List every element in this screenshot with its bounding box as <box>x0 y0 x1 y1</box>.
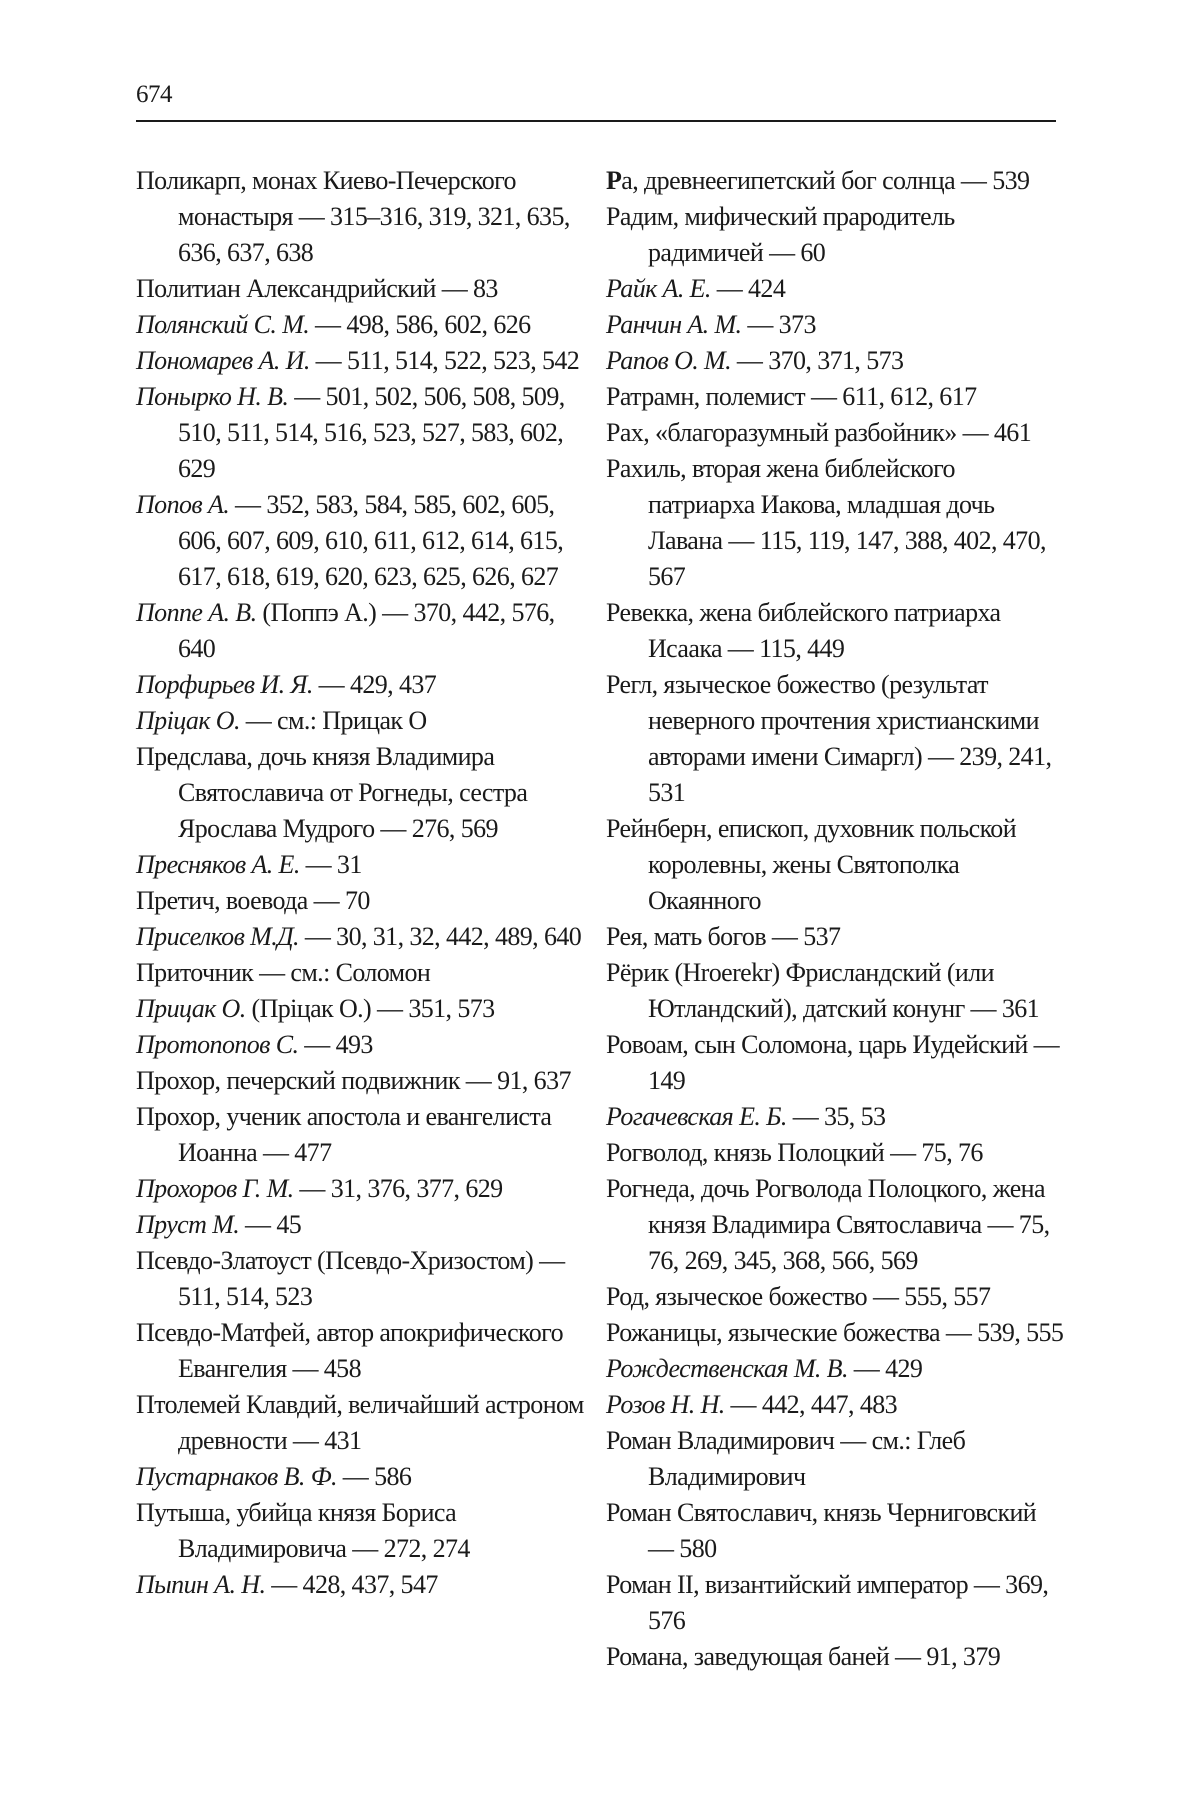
entry-text: Рейнберн, епископ, духовник польской королевны, жены Святополка Окаянного <box>606 814 1017 915</box>
index-entry <box>606 1315 1064 1351</box>
entry-author-name: Полянский С. М. <box>136 310 310 339</box>
entry-text: — 45 <box>239 1210 302 1239</box>
index-entry <box>136 919 594 955</box>
index-entry <box>606 1279 1064 1315</box>
entry-text: Роман II, византийский император — 369, 576 <box>606 1570 1049 1635</box>
entry-text: (Пріцак О.) — 351, 573 <box>245 994 495 1023</box>
index-entry <box>136 847 594 883</box>
entry-author-name: Рапов О. М. <box>606 346 732 375</box>
index-entry <box>606 1351 1064 1387</box>
index-entry <box>606 955 1064 1027</box>
index-entry <box>606 1423 1064 1495</box>
entry-text: Романа, заведующая баней — 91, 379 <box>606 1642 1001 1671</box>
entry-author-name: Порфирьев И. Я. <box>136 670 313 699</box>
entry-text: (Поппэ А.) — 370, 442, 576, 640 <box>178 598 555 663</box>
index-entry <box>136 1027 594 1063</box>
entry-text: — 586 <box>336 1462 412 1491</box>
index-entry <box>136 595 594 667</box>
index-entry <box>136 1495 594 1567</box>
index-entry <box>136 487 594 595</box>
entry-text: Род, языческое божество — 555, 557 <box>606 1282 991 1311</box>
entry-text: Регл, языческое божество (результат неверного прочтения христианскими авторами имени Симаргл) — 239, 241, 531 <box>606 670 1052 807</box>
index-entry <box>606 1171 1064 1279</box>
entry-initial: Р <box>606 166 622 195</box>
entry-text: — 35, 53 <box>786 1102 886 1131</box>
index-entry <box>606 595 1064 667</box>
entry-text: — 429 <box>847 1354 923 1383</box>
entry-text: — 501, 502, 506, 508, 509, 510, 511, 514, 516, 523, 527, 583, 602, 629 <box>178 382 565 483</box>
index-entry <box>136 343 594 379</box>
entry-text: Рогволод, князь Полоцкий — 75, 76 <box>606 1138 983 1167</box>
entry-author-name: Попов А. <box>136 490 230 519</box>
index-entry <box>606 271 1064 307</box>
entry-text: — 429, 437 <box>312 670 437 699</box>
index-entry <box>136 955 594 991</box>
entry-author-name: Приселков М.Д. <box>136 922 299 951</box>
entry-author-name: Райк А. Е. <box>606 274 711 303</box>
entry-text: Путыша, убийца князя Бориса Владимировича — 272, 274 <box>136 1498 470 1563</box>
index-entry <box>606 1495 1064 1567</box>
entry-text: Псевдо-Златоуст (Псевдо-Хризостом) — 511, 514, 523 <box>136 1246 565 1311</box>
index-column-right <box>606 163 1064 1675</box>
entry-text: — см.: Прицак О <box>239 706 427 735</box>
entry-text: — 370, 371, 573 <box>731 346 904 375</box>
entry-author-name: Рогачевская Е. Б. <box>606 1102 787 1131</box>
entry-author-name: Пономарев А. И. <box>136 346 310 375</box>
index-entry <box>136 307 594 343</box>
index-entry <box>606 343 1064 379</box>
index-entry <box>136 1243 594 1315</box>
index-entry <box>136 883 594 919</box>
entry-author-name: Пустарнаков В. Ф. <box>136 1462 337 1491</box>
entry-text: — 31, 376, 377, 629 <box>293 1174 503 1203</box>
index-entry <box>606 667 1064 811</box>
entry-text: — 373 <box>741 310 816 339</box>
index-entry <box>606 379 1064 415</box>
index-entry <box>606 1135 1064 1171</box>
index-entry <box>136 1207 594 1243</box>
index-entry <box>136 1315 594 1387</box>
entry-author-name: Пруст М. <box>136 1210 240 1239</box>
entry-text: Предслава, дочь князя Владимира Святославича от Рогнеды, сестра Ярослава Мудрого — 276, 569 <box>136 742 528 843</box>
index-entry <box>136 703 594 739</box>
entry-text: — 424 <box>710 274 786 303</box>
index-entry <box>606 811 1064 919</box>
entry-text: Птолемей Клавдий, величайший астроном древности — 431 <box>136 1390 584 1455</box>
entry-author-name: Протопопов С. <box>136 1030 299 1059</box>
entry-text: Поликарп, монах Киево-Печерского монастыря — 315–316, 319, 321, 635, 636, 637, 638 <box>136 166 570 267</box>
entry-text: — 442, 447, 483 <box>724 1390 898 1419</box>
index-entry <box>136 379 594 487</box>
index-entry <box>136 991 594 1027</box>
entry-text: — 31 <box>299 850 362 879</box>
entry-text: — 428, 437, 547 <box>265 1570 438 1599</box>
index-entry <box>606 451 1064 595</box>
index-entry <box>136 1567 594 1603</box>
index-entry <box>136 163 594 271</box>
entry-text: а, древнеегипетский бог солнца — 539 <box>621 166 1030 195</box>
entry-text: Прохор, печерский подвижник — 91, 637 <box>136 1066 571 1095</box>
header-rule <box>136 120 1056 122</box>
index-entry <box>136 667 594 703</box>
entry-author-name: Поппе А. В. <box>136 598 257 627</box>
entry-text: — 493 <box>298 1030 373 1059</box>
entry-text: Политиан Александрийский — 83 <box>136 274 498 303</box>
index-entry <box>606 1639 1064 1675</box>
entry-author-name: Понырко Н. В. <box>136 382 289 411</box>
index-entry <box>136 1171 594 1207</box>
index-entry <box>606 199 1064 271</box>
entry-text: Радим, мифический прародитель радимичей — 60 <box>606 202 955 267</box>
entry-text: Псевдо-Матфей, автор апокрифического Евангелия — 458 <box>136 1318 563 1383</box>
index-entry <box>606 919 1064 955</box>
entry-text: Ратрамн, полемист — 611, 612, 617 <box>606 382 977 411</box>
entry-text: Рея, мать богов — 537 <box>606 922 841 951</box>
index-entry <box>136 271 594 307</box>
index-entry <box>136 1459 594 1495</box>
entry-text: Рёрик (Hroerekr) Фрисландский (или Ютландский), датский конунг — 361 <box>606 958 1040 1023</box>
index-entry <box>606 1567 1064 1639</box>
entry-text: — 511, 514, 522, 523, 542 <box>309 346 580 375</box>
entry-text: — 352, 583, 584, 585, 602, 605, 606, 607, 609, 610, 611, 612, 614, 615, 617, 618, 619, 620, 623, 625, 626, 627 <box>178 490 564 591</box>
entry-text: Роман Владимирович — см.: Глеб Владимирович <box>606 1426 966 1491</box>
entry-author-name: Пресняков А. Е. <box>136 850 300 879</box>
index-entry <box>606 1387 1064 1423</box>
entry-text: — 498, 586, 602, 626 <box>309 310 531 339</box>
entry-text: Ровоам, сын Соломона, царь Иудейский — 149 <box>606 1030 1060 1095</box>
index-entry <box>606 163 1064 199</box>
index-entry <box>606 415 1064 451</box>
entry-text: Рахиль, вторая жена библейского патриарха Иакова, младшая дочь Лавана — 115, 119, 147, 388, 402, 470, 567 <box>606 454 1046 591</box>
index-entry <box>136 1063 594 1099</box>
entry-author-name: Прицак О. <box>136 994 246 1023</box>
entry-text: Рожаницы, языческие божества — 539, 555 <box>606 1318 1064 1347</box>
index-entry <box>136 739 594 847</box>
entry-author-name: Рождественская М. В. <box>606 1354 848 1383</box>
entry-text: Прохор, ученик апостола и евангелиста Иоанна — 477 <box>136 1102 552 1167</box>
entry-author-name: Ранчин А. М. <box>606 310 742 339</box>
index-entry <box>606 307 1064 343</box>
entry-text: Приточник — см.: Соломон <box>136 958 431 987</box>
index-entry <box>606 1027 1064 1099</box>
page-number: 674 <box>136 81 172 108</box>
entry-author-name: Розов Н. Н. <box>606 1390 725 1419</box>
entry-author-name: Пыпин А. Н. <box>136 1570 266 1599</box>
entry-text: Роман Святославич, князь Черниговский — 580 <box>606 1498 1037 1563</box>
entry-text: Рах, «благоразумный разбойник» — 461 <box>606 418 1032 447</box>
index-column-left <box>136 163 594 1603</box>
entry-text: Претич, воевода — 70 <box>136 886 370 915</box>
entry-author-name: Пріцак О. <box>136 706 240 735</box>
index-entry <box>606 1099 1064 1135</box>
entry-text: — 30, 31, 32, 442, 489, 640 <box>298 922 582 951</box>
index-entry <box>136 1387 594 1459</box>
entry-author-name: Прохоров Г. М. <box>136 1174 294 1203</box>
entry-text: Ревекка, жена библейского патриарха Исаака — 115, 449 <box>606 598 1001 663</box>
entry-text: Рогнеда, дочь Рогволода Полоцкого, жена князя Владимира Святославича — 75, 76, 269, 345, 368, 566, 569 <box>606 1174 1050 1275</box>
index-entry <box>136 1099 594 1171</box>
